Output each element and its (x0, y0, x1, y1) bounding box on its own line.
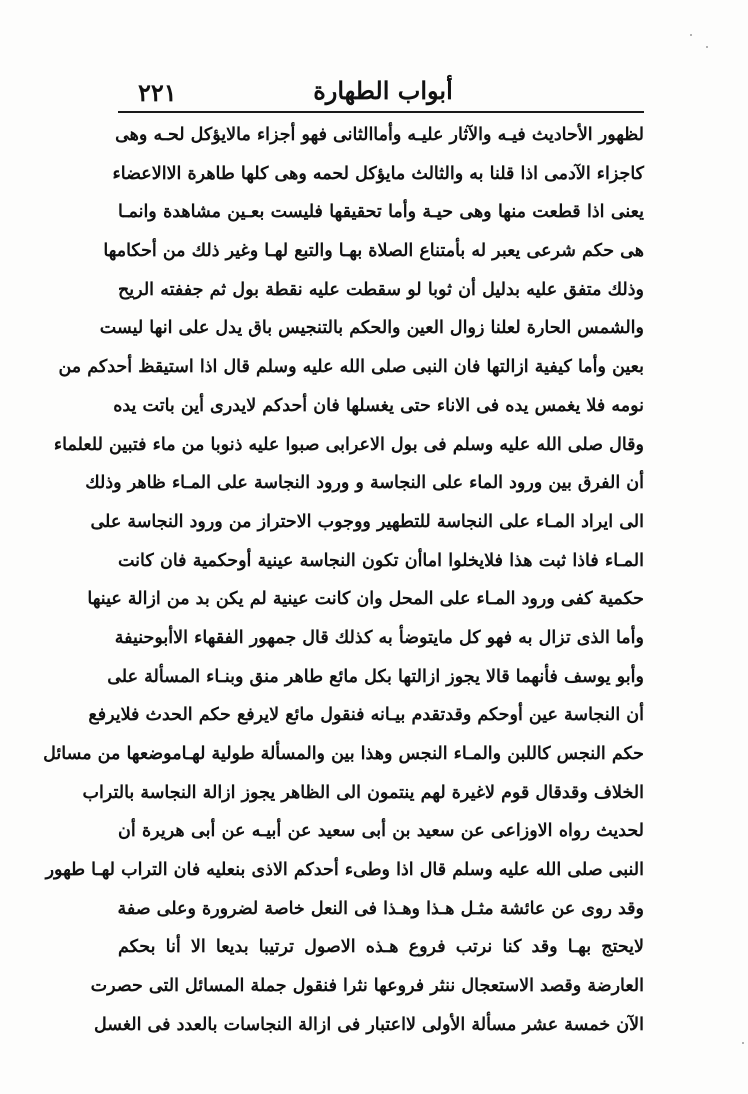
text-line: هى حكم شرعى يعبر له بأمتناع الصلاة بهـا والتبع لهـا وغير ذلك من أحكامها (103, 241, 644, 262)
body-text (43, 116, 644, 1045)
text-line: نومه فلا يغمس يده فى الاناء حتى يغسلها فان أحدكم لايدرى أين باتت يده (113, 395, 644, 416)
text-line: حكم النجس كاللبن والمـاء النجس وهذا بين والمسألة طولية لهـاموضعها من مسائل (43, 744, 644, 764)
text-line: وقد روى عن عائشة مثـل هـذا وهـذا فى النعل خاصة لضرورة وعلى صفة (117, 898, 644, 919)
text-line: الى ايراد المـاء على النجاسة للتطهير ووجوب الاحتراز من ورود النجاسة على (90, 511, 644, 532)
page-number: ٢٢١ (138, 78, 177, 107)
text-line: وذلك متفق عليه بدليل أن ثوبا لو سقطت عليه نقطة بول ثم جففته الريح (118, 279, 644, 300)
header-rule (118, 111, 644, 113)
page-header (118, 72, 644, 112)
text-line: النبى صلى الله عليه وسلم قال اذا وطىء أحدكم الاذى بنعليه فان التراب لهـا طهور (45, 860, 644, 881)
text-line: حكمية كفى ورود المـاء على المحل وان كانت عينية لم يكن بد من ازالة عينها (87, 589, 644, 610)
text-line: الخلاف وقدقال قوم لاغيرة لهم ينتمون الى الظاهر يجوز ازالة النجاسة بالتراب (82, 782, 644, 803)
text-line: بعين وأما كيفية ازالتها فان النبى صلى الله عليه وسلم قال اذا استيقظ أحدكم من (58, 357, 644, 378)
scan-speck (742, 1042, 744, 1044)
text-line: المـاء فاذا ثبت هذا فلايخلوا اماأن تكون النجاسة عينية أوحكمية فان كانت (118, 550, 644, 571)
text-line: لحديث رواه الاوزاعى عن سعيد بن أبى سعيد عن أبيـه عن أبى هريرة أن (118, 821, 644, 842)
text-line: والشمس الحارة لعلنا زوال العين والحكم بالتنجيس باق يدل على انها ليست (99, 318, 644, 339)
text-line: العارضة وقصد الاستعجال ننثر فروعها نثرا فنقول جملة المسائل التى حصرت (90, 976, 644, 997)
scan-speck (706, 46, 708, 48)
running-title: أبواب الطهارة (313, 76, 453, 105)
text-line: يعنى اذا قطعت منها وهى حيـة وأما تحقيقها فليست بعـين مشاهدة وانمـا (118, 202, 644, 223)
text-line: وأبو يوسف فأنهما قالا يجوز ازالتها بكل مائع طاهر منق وبنـاء المسألة على (107, 666, 644, 687)
text-line: وأما الذى تزال به فهو كل مايتوضأ به كذلك قال جمهور الفقهاء الاأبوحنيفة (114, 627, 644, 648)
scan-speck (690, 34, 692, 36)
text-line: أن الفرق بين ورود الماء على النجاسة و ورود النجاسة على المـاء ظاهر وذلك (85, 473, 644, 494)
text-line: وقال صلى الله عليه وسلم فى بول الاعرابى صبوا عليه ذنوبا من ماء فتبين للعلماء (53, 434, 644, 455)
text-line: لايحتج بهـا وقد كنا نرتب فروع هـذه الاصول ترتيبا بديعا الا أنا بحكم (118, 937, 644, 958)
text-line: أن النجاسة عين أوحكم وقدتقدم بيـانه فنقول مائع لايرفع حكم الحدث فلايرفع (88, 705, 644, 726)
text-line: الآن خمسة عشر مسألة الأولى لااعتبار فى ازالة النجاسات بالعدد فى الغسل (93, 1014, 644, 1035)
text-line: لظهور الأحاديث فيـه والآثار عليـه وأماالثانى فهو أجزاء مالايؤكل لحـه وهى (115, 125, 644, 145)
text-line: كاجزاء الآدمى اذا قلنا به والثالث مايؤكل لحمه وهى كلها طاهرة الاالاعضاء (112, 163, 644, 184)
